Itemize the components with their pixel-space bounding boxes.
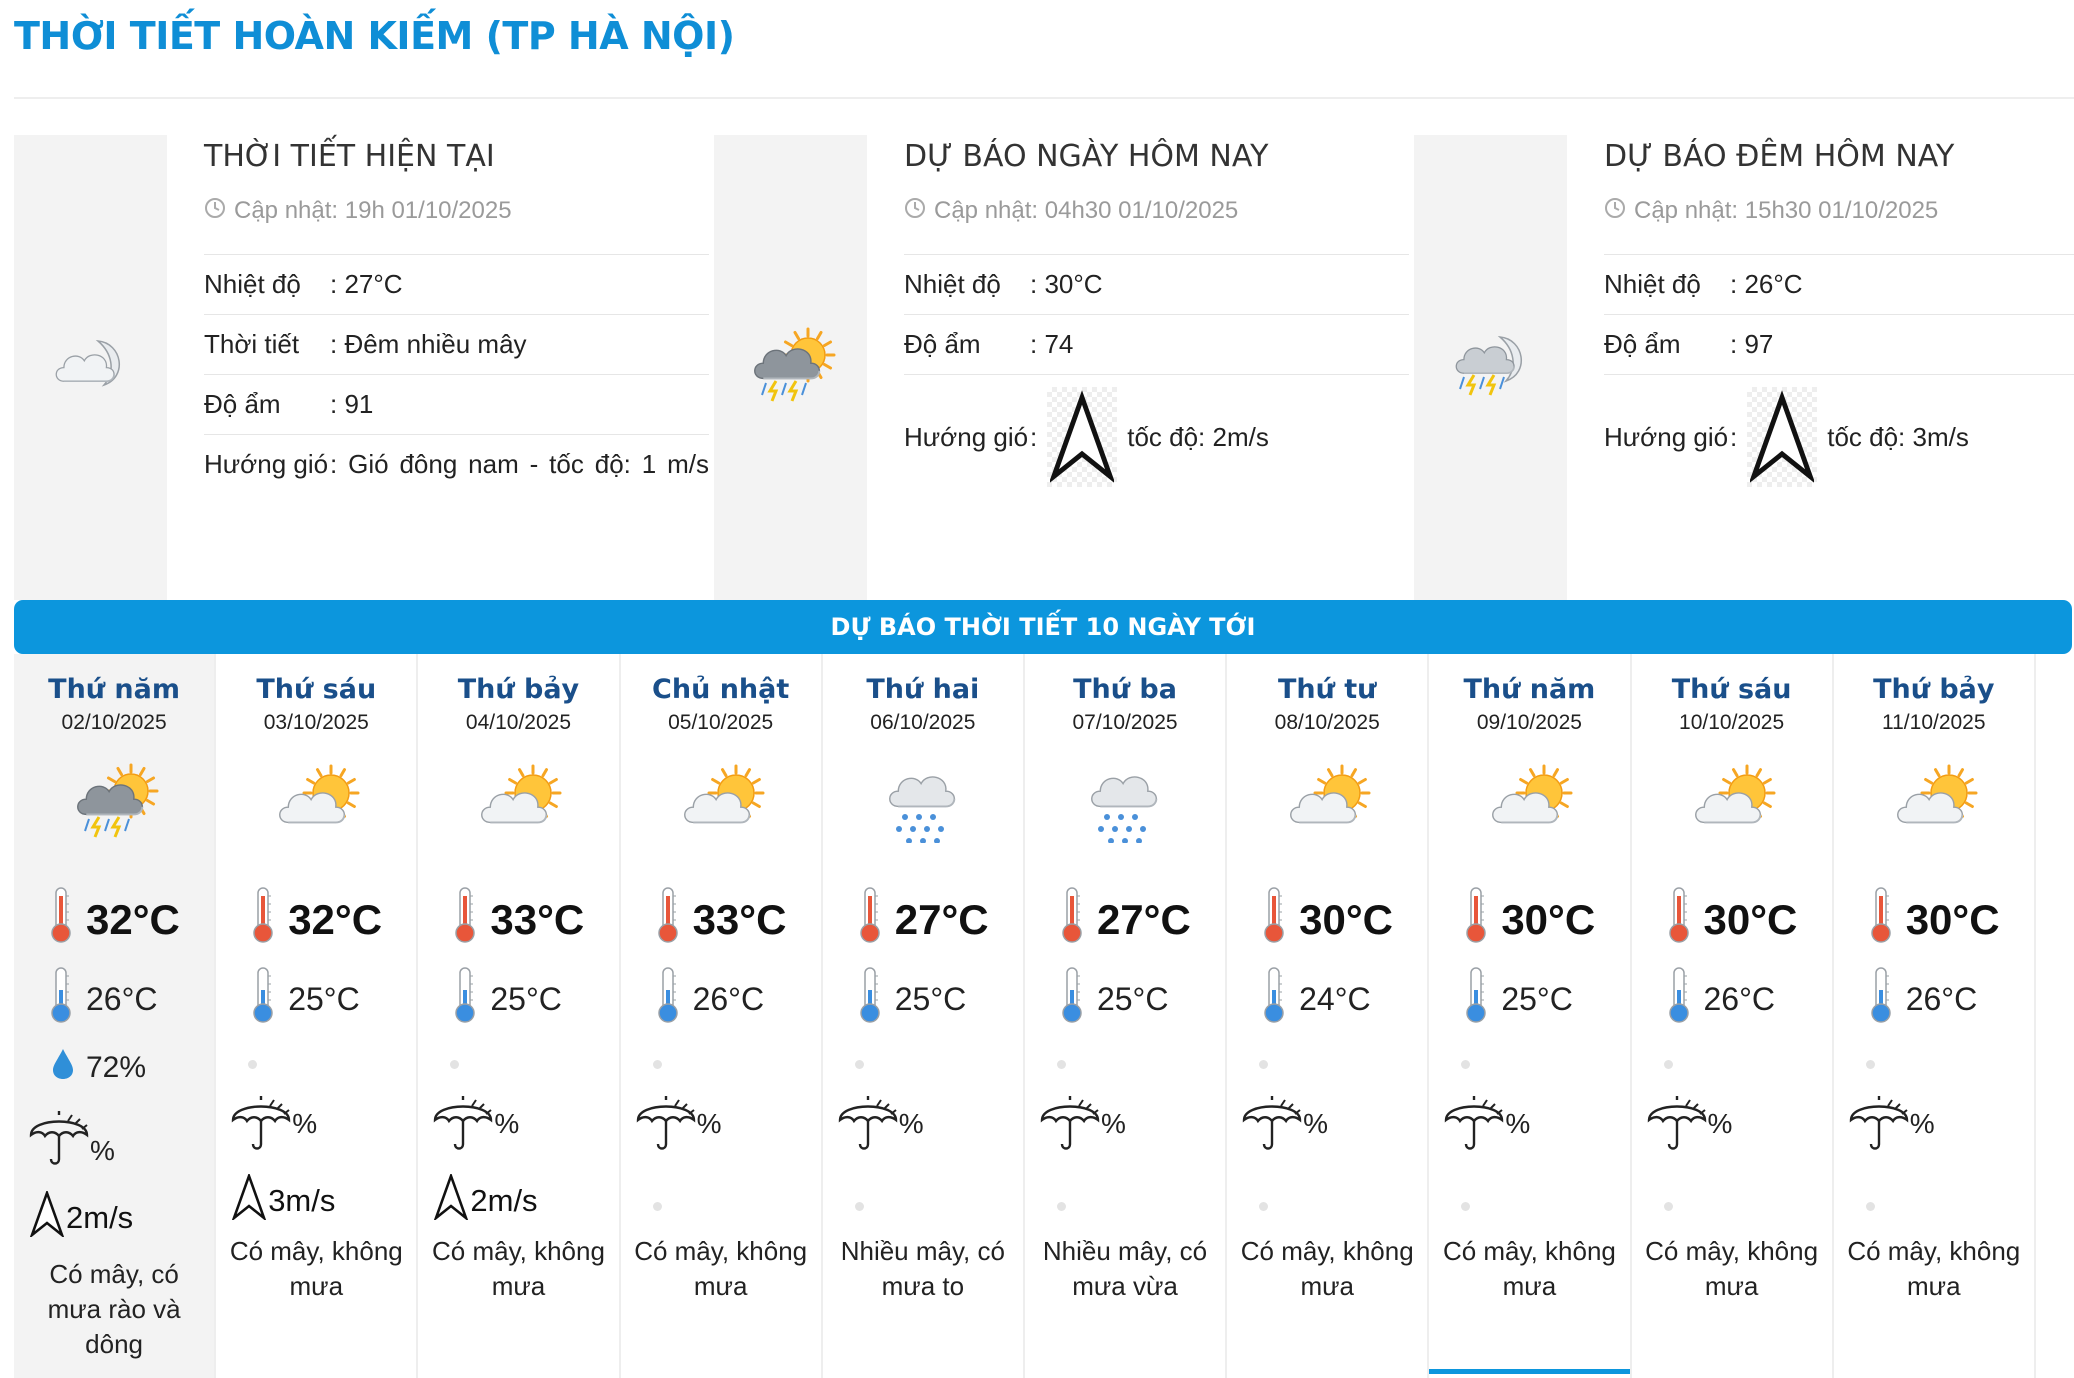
placeholder-dot bbox=[248, 1060, 257, 1069]
thermometer-cold-icon bbox=[1263, 966, 1285, 1032]
row-label: Hướng gió bbox=[1604, 421, 1729, 452]
temp-max bbox=[1870, 886, 2000, 954]
forecast-day[interactable] bbox=[1429, 654, 1631, 1378]
umbrella-icon bbox=[837, 1094, 899, 1161]
panel-row bbox=[904, 255, 1409, 315]
rain-chance bbox=[1848, 1094, 1935, 1161]
panel-row bbox=[204, 315, 709, 375]
update-time: Cập nhật: 04h30 01/10/2025 bbox=[934, 197, 1239, 224]
thermometer-cold-icon bbox=[252, 966, 274, 1032]
temp-max-value: 30°C bbox=[1703, 896, 1798, 943]
thermometer-hot-icon bbox=[1870, 886, 1892, 954]
day-description: Có mây, không mưa bbox=[432, 1236, 605, 1301]
temp-min-value: 26°C bbox=[1703, 980, 1775, 1017]
title-divider bbox=[14, 97, 2074, 99]
row-label: Độ ẩm bbox=[904, 329, 981, 359]
humidity-value: 72% bbox=[86, 1051, 147, 1084]
day-date: 05/10/2025 bbox=[668, 711, 774, 734]
day-name: Thứ ba bbox=[1073, 674, 1177, 705]
night-thunderstorm-icon bbox=[1446, 323, 1536, 412]
temp-max bbox=[1263, 886, 1393, 954]
thermometer-cold-icon bbox=[454, 966, 476, 1032]
temp-max-value: 32°C bbox=[86, 896, 180, 943]
wind-colon: : bbox=[1730, 421, 1738, 452]
placeholder-dot bbox=[1057, 1202, 1066, 1211]
clock-icon bbox=[1604, 197, 1626, 226]
wind-colon: : bbox=[1030, 421, 1038, 452]
day-date: 06/10/2025 bbox=[870, 711, 976, 734]
temp-min bbox=[1465, 966, 1573, 1032]
rain-chance bbox=[837, 1094, 924, 1161]
umbrella-icon bbox=[1443, 1094, 1505, 1161]
wind-value bbox=[1730, 387, 2074, 487]
panel-row bbox=[204, 435, 709, 494]
thunderstorm-sun-icon bbox=[746, 323, 836, 412]
row-value: : Gió đông nam - tốc độ: 1 m/s bbox=[330, 449, 709, 479]
umbrella-icon bbox=[1646, 1094, 1708, 1161]
temp-max-value: 30°C bbox=[1501, 896, 1596, 943]
day-description: Có mây, có mưa rào và dông bbox=[47, 1259, 181, 1359]
temp-min-value: 26°C bbox=[86, 980, 158, 1017]
placeholder-dot bbox=[450, 1060, 459, 1069]
wind-direction-icon bbox=[1747, 387, 1817, 487]
night-cloudy-icon bbox=[46, 323, 136, 412]
thermometer-hot-icon bbox=[1668, 886, 1690, 954]
day-name: Thứ sáu bbox=[1671, 674, 1792, 705]
day-name: Thứ bảy bbox=[457, 674, 580, 705]
partly-cloudy-icon bbox=[271, 759, 361, 843]
rain-chance-value: % bbox=[1505, 1108, 1531, 1139]
panel-row bbox=[204, 255, 709, 315]
day-date: 03/10/2025 bbox=[263, 711, 369, 734]
temp-max-value: 33°C bbox=[490, 896, 585, 943]
water-drop-icon bbox=[50, 1047, 76, 1089]
day-name: Thứ hai bbox=[866, 674, 980, 705]
panel-row bbox=[1604, 255, 2074, 315]
temp-max-value: 27°C bbox=[1096, 896, 1191, 943]
temp-min-value: 25°C bbox=[490, 980, 562, 1017]
wind-value bbox=[1030, 387, 1409, 487]
panel-row-wind bbox=[1604, 375, 2074, 499]
temp-min-value: 25°C bbox=[894, 980, 967, 1017]
day-description: Có mây, không mưa bbox=[1847, 1236, 2021, 1301]
rain-chance-value: % bbox=[292, 1108, 318, 1139]
thermometer-hot-icon bbox=[657, 886, 679, 954]
wind-speed: tốc độ: 2m/s bbox=[1127, 421, 1269, 452]
update-time: Cập nhật: 19h 01/10/2025 bbox=[234, 197, 512, 224]
row-value: : 97 bbox=[1730, 329, 1774, 359]
temp-max bbox=[859, 886, 989, 954]
rain-chance bbox=[230, 1094, 317, 1161]
temp-max bbox=[1465, 886, 1595, 954]
temp-min bbox=[859, 966, 967, 1032]
temp-max-value: 30°C bbox=[1299, 896, 1393, 943]
wind-speed: tốc độ: 3m/s bbox=[1827, 421, 1969, 452]
day-date: 02/10/2025 bbox=[61, 711, 167, 734]
thermometer-cold-icon bbox=[859, 966, 881, 1032]
day-date: 07/10/2025 bbox=[1072, 711, 1178, 734]
update-time: Cập nhật: 15h30 01/10/2025 bbox=[1634, 197, 1939, 224]
forecast-banner: DỰ BÁO THỜI TIẾT 10 NGÀY TỚI bbox=[14, 600, 2072, 654]
day-description: Có mây, không mưa bbox=[1442, 1236, 1616, 1301]
placeholder-dot bbox=[1664, 1060, 1673, 1069]
placeholder-dot bbox=[653, 1060, 662, 1069]
row-label: Nhiệt độ bbox=[904, 269, 1001, 299]
temp-min bbox=[1870, 966, 1978, 1032]
row-label: Thời tiết bbox=[204, 329, 300, 359]
temp-min-value: 24°C bbox=[1299, 980, 1371, 1017]
panel-title: DỰ BÁO ĐÊM HÔM NAY bbox=[1604, 139, 1955, 174]
wind-speed: 2m/s bbox=[66, 1200, 134, 1235]
partly-cloudy-icon bbox=[1889, 759, 1979, 843]
row-label: Nhiệt độ bbox=[1604, 269, 1701, 299]
page-title: THỜI TIẾT HOÀN KIẾM (TP HÀ NỘI) bbox=[14, 14, 735, 58]
forecast-day[interactable] bbox=[823, 654, 1025, 1378]
placeholder-dot bbox=[1461, 1202, 1470, 1211]
rain-chance bbox=[1039, 1094, 1126, 1161]
wind-direction-icon bbox=[1047, 387, 1117, 487]
clock-icon bbox=[904, 197, 926, 226]
umbrella-icon bbox=[1241, 1094, 1303, 1161]
thermometer-cold-icon bbox=[1465, 966, 1487, 1032]
temp-min bbox=[1263, 966, 1371, 1032]
row-label: Hướng gió bbox=[904, 421, 1029, 452]
day-description: Nhiều mây, có mưa to bbox=[840, 1236, 1005, 1301]
thermometer-hot-icon bbox=[454, 886, 476, 954]
temp-min-value: 25°C bbox=[1501, 980, 1573, 1017]
rain-chance bbox=[432, 1094, 519, 1161]
temp-min bbox=[454, 966, 562, 1032]
rain-chance-value: % bbox=[90, 1135, 115, 1166]
panel-update bbox=[1604, 195, 2074, 227]
thermometer-hot-icon bbox=[50, 886, 72, 954]
placeholder-dot bbox=[1866, 1202, 1875, 1211]
partly-cloudy-icon bbox=[1282, 759, 1372, 843]
thermometer-cold-icon bbox=[1061, 966, 1083, 1032]
forecast-days bbox=[14, 654, 2036, 1378]
row-label: Nhiệt độ bbox=[204, 269, 301, 299]
forecast-day[interactable] bbox=[1834, 654, 2036, 1378]
umbrella-icon bbox=[230, 1094, 292, 1161]
temp-max-value: 27°C bbox=[894, 896, 989, 943]
temp-min-value: 25°C bbox=[288, 980, 360, 1017]
rain-chance-value: % bbox=[1100, 1108, 1126, 1139]
day-name: Thứ năm bbox=[48, 674, 181, 705]
row-value: : Đêm nhiều mây bbox=[330, 329, 527, 359]
thermometer-hot-icon bbox=[252, 886, 274, 954]
forecast-day[interactable] bbox=[621, 654, 823, 1378]
placeholder-dot bbox=[1664, 1202, 1673, 1211]
panel-content bbox=[904, 135, 1409, 499]
placeholder-dot bbox=[855, 1060, 864, 1069]
day-description: Có mây, không mưa bbox=[634, 1236, 808, 1301]
rain-chance-value: % bbox=[494, 1108, 520, 1139]
thermometer-hot-icon bbox=[859, 886, 881, 954]
panel-icon-column bbox=[14, 135, 167, 600]
temp-max bbox=[657, 886, 787, 954]
day-date: 08/10/2025 bbox=[1274, 711, 1380, 734]
temp-min bbox=[50, 966, 158, 1032]
forecast-day[interactable] bbox=[216, 654, 418, 1378]
temp-max bbox=[252, 886, 382, 954]
partly-cloudy-icon bbox=[473, 759, 563, 843]
thermometer-cold-icon bbox=[1668, 966, 1690, 1032]
day-name: Thứ năm bbox=[1463, 674, 1596, 705]
partly-cloudy-icon bbox=[1687, 759, 1777, 843]
rain-chance-value: % bbox=[1909, 1108, 1935, 1139]
heavy-rain-icon bbox=[1080, 759, 1170, 843]
placeholder-dot bbox=[1057, 1060, 1066, 1069]
temp-max bbox=[50, 886, 180, 954]
forecast-day[interactable] bbox=[1632, 654, 1834, 1378]
day-description: Có mây, không mưa bbox=[1645, 1236, 1819, 1301]
partly-cloudy-icon bbox=[1484, 759, 1574, 843]
placeholder-dot bbox=[653, 1202, 662, 1211]
temp-min-value: 26°C bbox=[1905, 980, 1978, 1017]
thermometer-hot-icon bbox=[1263, 886, 1285, 954]
panel-update bbox=[904, 195, 1409, 227]
day-name: Chủ nhật bbox=[652, 674, 790, 705]
umbrella-icon bbox=[1848, 1094, 1910, 1161]
day-description: Nhiều mây, có mưa vừa bbox=[1042, 1236, 1208, 1301]
humidity bbox=[50, 1047, 146, 1089]
partly-cloudy-icon bbox=[676, 759, 766, 843]
forecast-day[interactable] bbox=[1025, 654, 1227, 1378]
panel-title: DỰ BÁO NGÀY HÔM NAY bbox=[904, 139, 1269, 174]
umbrella-icon bbox=[28, 1109, 90, 1176]
heavy-rain-icon bbox=[878, 759, 968, 843]
rain-chance-value: % bbox=[898, 1108, 924, 1139]
thermometer-cold-icon bbox=[50, 966, 72, 1032]
rain-chance-value: % bbox=[696, 1108, 722, 1139]
thermometer-cold-icon bbox=[1870, 966, 1892, 1032]
placeholder-dot bbox=[1461, 1060, 1470, 1069]
wind-arrow-icon bbox=[434, 1174, 468, 1228]
day-date: 09/10/2025 bbox=[1476, 711, 1582, 734]
umbrella-icon bbox=[432, 1094, 494, 1161]
panel-icon-column bbox=[714, 135, 867, 600]
temp-min bbox=[252, 966, 360, 1032]
thermometer-hot-icon bbox=[1465, 886, 1487, 954]
umbrella-icon bbox=[635, 1094, 697, 1161]
day-name: Thứ sáu bbox=[256, 674, 377, 705]
row-value: : 91 bbox=[330, 389, 374, 419]
panel-title: THỜI TIẾT HIỆN TẠI bbox=[204, 139, 495, 174]
rain-chance bbox=[28, 1109, 115, 1176]
temp-max bbox=[1668, 886, 1798, 954]
panel-row bbox=[904, 315, 1409, 375]
placeholder-dot bbox=[1259, 1060, 1268, 1069]
temp-max bbox=[1061, 886, 1191, 954]
day-name: Thứ tư bbox=[1278, 674, 1377, 705]
temp-max-value: 33°C bbox=[692, 896, 787, 943]
thunderstorm-sun-icon bbox=[69, 759, 159, 843]
umbrella-icon bbox=[1039, 1094, 1101, 1161]
row-label: Độ ẩm bbox=[204, 389, 281, 419]
row-value: : 27°C bbox=[330, 269, 403, 299]
placeholder-dot bbox=[1866, 1060, 1875, 1069]
panel-content bbox=[204, 135, 709, 494]
row-value: : 30°C bbox=[1030, 269, 1103, 299]
day-description: Có mây, không mưa bbox=[1240, 1236, 1414, 1301]
row-value: : 74 bbox=[1030, 329, 1074, 359]
placeholder-dot bbox=[1259, 1202, 1268, 1211]
wind-arrow-icon bbox=[30, 1191, 64, 1245]
row-value: : 26°C bbox=[1730, 269, 1803, 299]
placeholder-dot bbox=[855, 1202, 864, 1211]
wind-speed: 2m/s bbox=[470, 1183, 538, 1218]
temp-max-value: 30°C bbox=[1905, 896, 2000, 943]
rain-chance bbox=[1241, 1094, 1328, 1161]
rain-chance bbox=[635, 1094, 722, 1161]
day-date: 11/10/2025 bbox=[1882, 711, 1986, 734]
panel-row-wind bbox=[904, 375, 1409, 499]
thermometer-hot-icon bbox=[1061, 886, 1083, 954]
wind bbox=[30, 1191, 133, 1245]
panel-content bbox=[1604, 135, 2074, 499]
rain-chance-value: % bbox=[1303, 1108, 1329, 1139]
day-date: 04/10/2025 bbox=[465, 711, 572, 734]
wind bbox=[434, 1174, 537, 1228]
rain-chance bbox=[1443, 1094, 1530, 1161]
thermometer-cold-icon bbox=[657, 966, 679, 1032]
forecast-day[interactable] bbox=[418, 654, 620, 1378]
temp-min-value: 25°C bbox=[1096, 980, 1169, 1017]
temp-max bbox=[454, 886, 584, 954]
temp-min bbox=[657, 966, 765, 1032]
panel-icon-column bbox=[1414, 135, 1567, 600]
temp-min bbox=[1668, 966, 1776, 1032]
day-description: Có mây, không mưa bbox=[229, 1236, 403, 1301]
row-label: Hướng gió bbox=[204, 449, 329, 479]
clock-icon bbox=[204, 197, 226, 226]
rain-chance bbox=[1646, 1094, 1733, 1161]
row-label: Độ ẩm bbox=[1604, 329, 1681, 359]
temp-min bbox=[1061, 966, 1169, 1032]
panel-update bbox=[204, 195, 709, 227]
temp-min-value: 26°C bbox=[692, 980, 765, 1017]
forecast-day[interactable] bbox=[1227, 654, 1429, 1378]
day-name: Thứ bảy bbox=[1873, 674, 1995, 705]
day-date: 10/10/2025 bbox=[1679, 711, 1785, 734]
panel-row bbox=[1604, 315, 2074, 375]
wind-speed: 3m/s bbox=[268, 1183, 336, 1218]
panel-row bbox=[204, 375, 709, 435]
wind bbox=[232, 1174, 335, 1228]
temp-max-value: 32°C bbox=[288, 896, 383, 943]
forecast-day[interactable] bbox=[14, 654, 216, 1378]
rain-chance-value: % bbox=[1707, 1108, 1733, 1139]
wind-arrow-icon bbox=[232, 1174, 266, 1228]
